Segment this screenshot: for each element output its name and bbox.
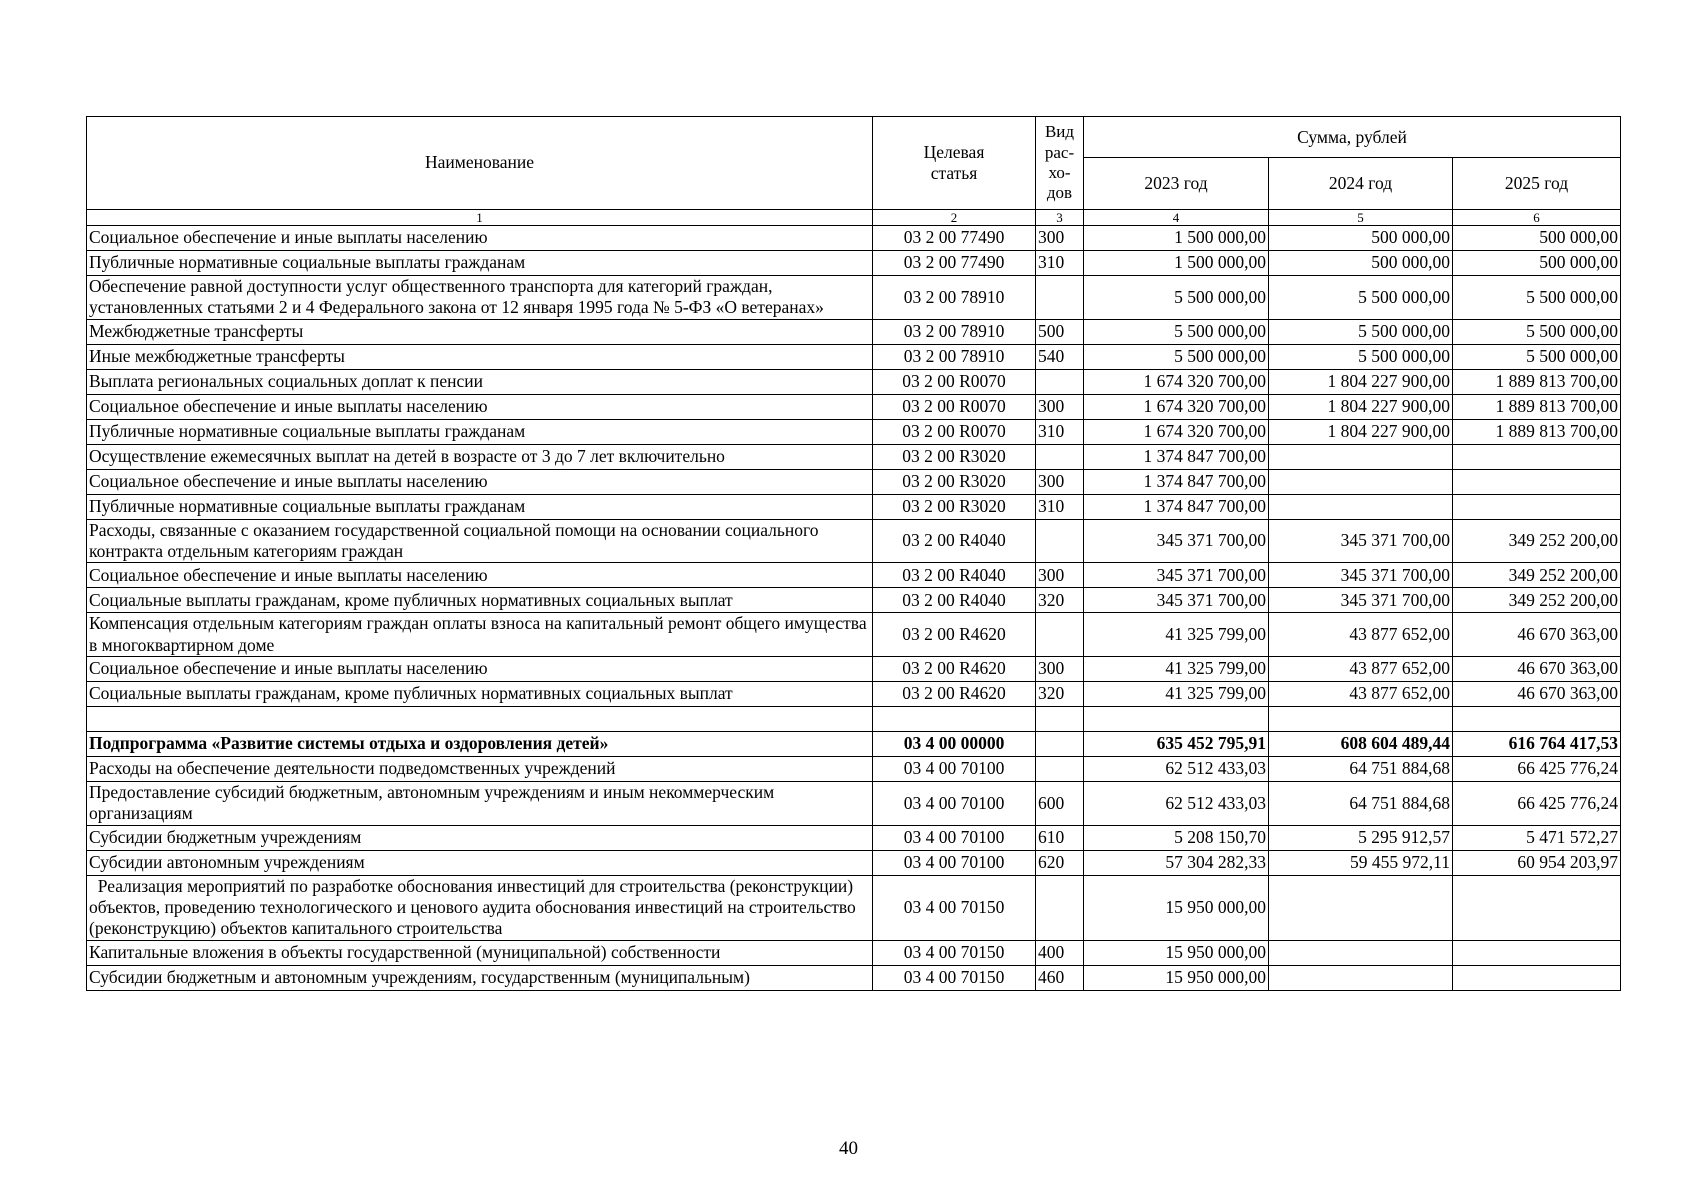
row-target-code: 03 2 00 R4040 — [873, 563, 1036, 588]
row-amount-2025: 46 670 363,00 — [1453, 682, 1621, 707]
row-amount-2025: 5 500 000,00 — [1453, 344, 1621, 369]
row-name: Социальное обеспечение и иные выплаты населению — [87, 394, 873, 419]
row-expense-type: 600 — [1036, 782, 1084, 826]
column-number: 6 — [1453, 210, 1621, 226]
row-target-code: 03 4 00 70100 — [873, 782, 1036, 826]
row-target-code: 03 2 00 77490 — [873, 251, 1036, 276]
row-name: Расходы, связанные с оказанием государственной социальной помощи на основании социального контракта отдельным категориям граждан — [87, 519, 873, 563]
row-expense-type — [1036, 276, 1084, 320]
row-expense-type — [1036, 732, 1084, 757]
row-amount-2025: 66 425 776,24 — [1453, 757, 1621, 782]
row-amount-2025 — [1453, 875, 1621, 940]
row-name: Обеспечение равной доступности услуг общественного транспорта для категорий граждан, установленных статьями 2 и 4 Федерального закона от 12 января 1995 года № 5-ФЗ «О ветеранах» — [87, 276, 873, 320]
row-amount-2025: 500 000,00 — [1453, 251, 1621, 276]
row-amount-2025: 5 471 572,27 — [1453, 825, 1621, 850]
row-amount-2023: 1 500 000,00 — [1084, 251, 1269, 276]
row-amount-2024: 345 371 700,00 — [1269, 588, 1453, 613]
row-amount-2025: 60 954 203,97 — [1453, 850, 1621, 875]
row-amount-2023: 41 325 799,00 — [1084, 682, 1269, 707]
row-amount-2024: 1 804 227 900,00 — [1269, 419, 1453, 444]
table-row — [87, 757, 1621, 782]
row-amount-2025: 1 889 813 700,00 — [1453, 369, 1621, 394]
row-expense-type: 300 — [1036, 394, 1084, 419]
row-name: Предоставление субсидий бюджетным, автономным учреждениям и иным некоммерческим организациям — [87, 782, 873, 826]
row-amount-2024 — [1269, 875, 1453, 940]
row-amount-2023: 62 512 433,03 — [1084, 757, 1269, 782]
row-name: Реализация мероприятий по разработке обоснования инвестиций для строительства (реконструкции) объектов, проведению технологического и ценового аудита обоснования инвестиций на строительство (реконструкцию) объектов капитального строительства — [87, 875, 873, 940]
table-row — [87, 588, 1621, 613]
row-expense-type: 610 — [1036, 825, 1084, 850]
row-target-code: 03 4 00 70100 — [873, 757, 1036, 782]
row-amount-2024: 345 371 700,00 — [1269, 519, 1453, 563]
row-amount-2024 — [1269, 494, 1453, 519]
table-row — [87, 344, 1621, 369]
row-amount-2023: 1 374 847 700,00 — [1084, 494, 1269, 519]
row-name: Субсидии бюджетным и автономным учреждениям, государственным (муниципальным) — [87, 965, 873, 990]
row-amount-2023: 1 674 320 700,00 — [1084, 394, 1269, 419]
row-target-code: 03 2 00 R3020 — [873, 494, 1036, 519]
table-row — [87, 613, 1621, 657]
row-amount-2024: 608 604 489,44 — [1269, 732, 1453, 757]
column-number: 2 — [873, 210, 1036, 226]
row-name: Публичные нормативные социальные выплаты гражданам — [87, 494, 873, 519]
row-amount-2024: 1 804 227 900,00 — [1269, 394, 1453, 419]
table-row — [87, 940, 1621, 965]
row-amount-2024: 43 877 652,00 — [1269, 682, 1453, 707]
row-amount-2024: 5 500 000,00 — [1269, 276, 1453, 320]
row-expense-type — [1036, 613, 1084, 657]
table-body — [87, 226, 1621, 991]
column-number-row — [87, 210, 1621, 226]
row-amount-2025: 349 252 200,00 — [1453, 588, 1621, 613]
row-amount-2023: 15 950 000,00 — [1084, 965, 1269, 990]
header-expense-type: Вид рас-хо-дов — [1036, 117, 1084, 210]
row-name: Социальное обеспечение и иные выплаты населению — [87, 469, 873, 494]
row-amount-2023: 1 674 320 700,00 — [1084, 369, 1269, 394]
row-amount-2025: 349 252 200,00 — [1453, 563, 1621, 588]
budget-sheet — [86, 116, 1620, 991]
row-name: Социальное обеспечение и иные выплаты населению — [87, 226, 873, 251]
row-name: Социальное обеспечение и иные выплаты населению — [87, 563, 873, 588]
row-amount-2025: 5 500 000,00 — [1453, 319, 1621, 344]
page-number: 40 — [839, 1138, 858, 1159]
row-amount-2024: 500 000,00 — [1269, 226, 1453, 251]
row-expense-type: 300 — [1036, 657, 1084, 682]
row-expense-type: 300 — [1036, 563, 1084, 588]
row-target-code: 03 2 00 R0070 — [873, 394, 1036, 419]
header-2025: 2025 год — [1453, 158, 1621, 210]
row-amount-2023: 41 325 799,00 — [1084, 613, 1269, 657]
row-expense-type — [1036, 757, 1084, 782]
row-amount-2025 — [1453, 444, 1621, 469]
row-target-code: 03 4 00 70150 — [873, 965, 1036, 990]
table-row — [87, 825, 1621, 850]
row-target-code: 03 2 00 R3020 — [873, 444, 1036, 469]
table-row — [87, 850, 1621, 875]
row-expense-type: 460 — [1036, 965, 1084, 990]
header-2024: 2024 год — [1269, 158, 1453, 210]
row-target-code: 03 4 00 70150 — [873, 875, 1036, 940]
row-target-code: 03 2 00 78910 — [873, 276, 1036, 320]
row-target-code: 03 2 00 77490 — [873, 226, 1036, 251]
header-sum: Сумма, рублей — [1084, 117, 1621, 158]
table-row — [87, 563, 1621, 588]
row-expense-type: 300 — [1036, 469, 1084, 494]
table-row — [87, 707, 1621, 732]
row-amount-2025: 46 670 363,00 — [1453, 657, 1621, 682]
row-amount-2023 — [1084, 707, 1269, 732]
row-expense-type: 620 — [1036, 850, 1084, 875]
row-name: Подпрограмма «Развитие системы отдыха и оздоровления детей» — [87, 732, 873, 757]
row-expense-type: 300 — [1036, 226, 1084, 251]
row-amount-2024: 59 455 972,11 — [1269, 850, 1453, 875]
row-target-code: 03 2 00 R4040 — [873, 519, 1036, 563]
row-name: Социальные выплаты гражданам, кроме публичных нормативных социальных выплат — [87, 588, 873, 613]
row-amount-2023: 15 950 000,00 — [1084, 940, 1269, 965]
row-amount-2024: 43 877 652,00 — [1269, 613, 1453, 657]
row-amount-2024: 5 500 000,00 — [1269, 319, 1453, 344]
column-number: 5 — [1269, 210, 1453, 226]
row-name: Социальные выплаты гражданам, кроме публичных нормативных социальных выплат — [87, 682, 873, 707]
row-expense-type: 400 — [1036, 940, 1084, 965]
header-2023: 2023 год — [1084, 158, 1269, 210]
row-target-code: 03 2 00 R4620 — [873, 682, 1036, 707]
header-row-top — [87, 117, 1621, 158]
row-amount-2023: 635 452 795,91 — [1084, 732, 1269, 757]
row-expense-type — [1036, 369, 1084, 394]
row-amount-2023: 5 500 000,00 — [1084, 276, 1269, 320]
row-amount-2023: 5 500 000,00 — [1084, 319, 1269, 344]
row-name: Компенсация отдельным категориям граждан оплаты взноса на капитальный ремонт общего имущества в многоквартирном доме — [87, 613, 873, 657]
row-amount-2024: 345 371 700,00 — [1269, 563, 1453, 588]
row-amount-2025 — [1453, 940, 1621, 965]
row-amount-2025: 66 425 776,24 — [1453, 782, 1621, 826]
row-amount-2023: 62 512 433,03 — [1084, 782, 1269, 826]
row-expense-type: 540 — [1036, 344, 1084, 369]
row-amount-2024: 64 751 884,68 — [1269, 782, 1453, 826]
row-target-code: 03 4 00 70150 — [873, 940, 1036, 965]
row-amount-2024 — [1269, 444, 1453, 469]
row-target-code — [873, 707, 1036, 732]
table-row — [87, 419, 1621, 444]
row-name: Выплата региональных социальных доплат к пенсии — [87, 369, 873, 394]
row-amount-2025 — [1453, 965, 1621, 990]
row-target-code: 03 4 00 00000 — [873, 732, 1036, 757]
table-row — [87, 682, 1621, 707]
row-amount-2024 — [1269, 469, 1453, 494]
row-amount-2023: 5 500 000,00 — [1084, 344, 1269, 369]
table-row — [87, 657, 1621, 682]
row-amount-2023: 5 208 150,70 — [1084, 825, 1269, 850]
row-amount-2023: 15 950 000,00 — [1084, 875, 1269, 940]
row-target-code: 03 2 00 R3020 — [873, 469, 1036, 494]
row-name: Публичные нормативные социальные выплаты гражданам — [87, 419, 873, 444]
table-row — [87, 251, 1621, 276]
row-expense-type: 320 — [1036, 682, 1084, 707]
row-expense-type — [1036, 444, 1084, 469]
row-amount-2023: 41 325 799,00 — [1084, 657, 1269, 682]
table-row — [87, 782, 1621, 826]
table-row — [87, 444, 1621, 469]
row-amount-2024 — [1269, 707, 1453, 732]
row-amount-2023: 57 304 282,33 — [1084, 850, 1269, 875]
row-name: Межбюджетные трансферты — [87, 319, 873, 344]
row-amount-2025 — [1453, 494, 1621, 519]
row-amount-2024: 5 500 000,00 — [1269, 344, 1453, 369]
row-amount-2025 — [1453, 469, 1621, 494]
row-amount-2024: 500 000,00 — [1269, 251, 1453, 276]
row-target-code: 03 2 00 78910 — [873, 319, 1036, 344]
row-amount-2025: 46 670 363,00 — [1453, 613, 1621, 657]
column-number: 4 — [1084, 210, 1269, 226]
budget-table — [86, 116, 1621, 991]
row-amount-2025: 616 764 417,53 — [1453, 732, 1621, 757]
table-row — [87, 369, 1621, 394]
row-amount-2024 — [1269, 965, 1453, 990]
row-amount-2023: 1 374 847 700,00 — [1084, 444, 1269, 469]
table-row — [87, 319, 1621, 344]
table-row — [87, 965, 1621, 990]
table-row — [87, 494, 1621, 519]
row-name: Социальное обеспечение и иные выплаты населению — [87, 657, 873, 682]
row-amount-2023: 1 374 847 700,00 — [1084, 469, 1269, 494]
row-target-code: 03 4 00 70100 — [873, 825, 1036, 850]
row-name: Расходы на обеспечение деятельности подведомственных учреждений — [87, 757, 873, 782]
row-target-code: 03 2 00 R4040 — [873, 588, 1036, 613]
header-target: Целевая статья — [873, 117, 1036, 210]
table-row — [87, 469, 1621, 494]
row-amount-2023: 1 674 320 700,00 — [1084, 419, 1269, 444]
row-expense-type: 310 — [1036, 494, 1084, 519]
table-row — [87, 394, 1621, 419]
row-name: Публичные нормативные социальные выплаты гражданам — [87, 251, 873, 276]
row-expense-type — [1036, 875, 1084, 940]
row-name: Субсидии автономным учреждениям — [87, 850, 873, 875]
row-target-code: 03 2 00 78910 — [873, 344, 1036, 369]
row-target-code: 03 4 00 70100 — [873, 850, 1036, 875]
row-expense-type: 310 — [1036, 419, 1084, 444]
row-amount-2025: 349 252 200,00 — [1453, 519, 1621, 563]
row-name: Субсидии бюджетным учреждениям — [87, 825, 873, 850]
row-target-code: 03 2 00 R0070 — [873, 419, 1036, 444]
row-amount-2024: 5 295 912,57 — [1269, 825, 1453, 850]
row-target-code: 03 2 00 R0070 — [873, 369, 1036, 394]
table-row — [87, 875, 1621, 940]
row-amount-2024 — [1269, 940, 1453, 965]
row-name: Осуществление ежемесячных выплат на детей в возрасте от 3 до 7 лет включительно — [87, 444, 873, 469]
row-expense-type: 500 — [1036, 319, 1084, 344]
row-name: Капитальные вложения в объекты государственной (муниципальной) собственности — [87, 940, 873, 965]
row-name: Иные межбюджетные трансферты — [87, 344, 873, 369]
row-expense-type — [1036, 707, 1084, 732]
row-amount-2025: 1 889 813 700,00 — [1453, 419, 1621, 444]
row-expense-type — [1036, 519, 1084, 563]
row-amount-2025: 5 500 000,00 — [1453, 276, 1621, 320]
table-row — [87, 226, 1621, 251]
row-amount-2025: 1 889 813 700,00 — [1453, 394, 1621, 419]
row-amount-2023: 345 371 700,00 — [1084, 588, 1269, 613]
table-row — [87, 732, 1621, 757]
table-row — [87, 519, 1621, 563]
row-name — [87, 707, 873, 732]
row-amount-2024: 1 804 227 900,00 — [1269, 369, 1453, 394]
row-amount-2023: 345 371 700,00 — [1084, 519, 1269, 563]
row-amount-2023: 345 371 700,00 — [1084, 563, 1269, 588]
column-number: 1 — [87, 210, 873, 226]
row-expense-type: 320 — [1036, 588, 1084, 613]
row-amount-2024: 43 877 652,00 — [1269, 657, 1453, 682]
row-amount-2025 — [1453, 707, 1621, 732]
row-expense-type: 310 — [1036, 251, 1084, 276]
row-target-code: 03 2 00 R4620 — [873, 657, 1036, 682]
row-target-code: 03 2 00 R4620 — [873, 613, 1036, 657]
table-row — [87, 276, 1621, 320]
header-name: Наименование — [87, 117, 873, 210]
row-amount-2023: 1 500 000,00 — [1084, 226, 1269, 251]
row-amount-2025: 500 000,00 — [1453, 226, 1621, 251]
row-amount-2024: 64 751 884,68 — [1269, 757, 1453, 782]
column-number: 3 — [1036, 210, 1084, 226]
